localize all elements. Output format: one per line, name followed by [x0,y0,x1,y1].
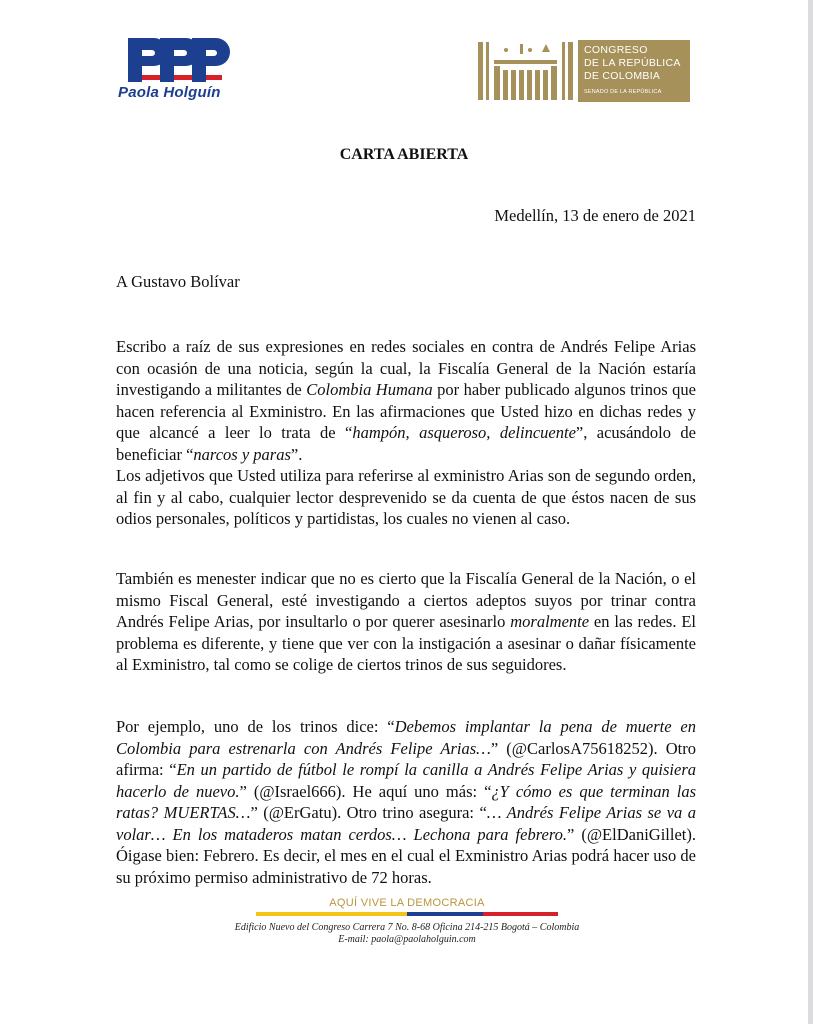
p1-text-g: ”. [290,444,303,464]
logo-name: Paola Holguín [118,84,221,101]
p3-text-c: ” (@CarlosA75618252). Otro afirma: “ [116,738,696,779]
footer-address: Edificio Nuevo del Congreso Carrera 7 No. 8-68 Oficina 214-215 Bogotá – Colombia [234,922,580,933]
p3-text-i: ” (@ElDaniGillet). Óigase bien: Febrero. Es decir, el mes en el cual el Exministro Arias podrá hacer uso de su próximo permiso administrativo de 72 horas. [116,824,696,887]
capitol-emblem-icon [476,40,576,102]
p2-text-c: en las redes. El problema es diferente, y tiene que ver con la instigación a asesinar o dañar físicamente al Exministro, tal como se colige de ciertos trinos de sus seguidores. [116,612,696,674]
paragraph-2 [116,568,696,676]
congreso-logo [476,40,690,102]
paola-holguin-logo [118,36,238,106]
p3-quote-4: … Andrés Felipe Arias se va a volar… En los mataderos matan cerdos… Lechona para febrero. [116,803,696,844]
flag-yellow-stripe [256,912,407,916]
p1-text-h: Los adjetivos que Usted utiliza para referirse al exministro Arias son de segundo orden, al fin y al cabo, cualquier lector desprevenido se da cuenta de que éstos nacen de sus odios personales, políticos y partidistas, los cuales no vienen al caso. [116,466,696,528]
p1-party-name: Colombia Humana [306,380,433,399]
congreso-line-1: CONGRESO [584,44,648,56]
p1-text-e: ”, acusándolo de beneficiar “ [116,423,697,464]
p3-quote-1: Debemos implantar la pena de muerte en Colombia para estrenarla con Andrés Felipe Arias… [116,717,696,758]
senado-label: SENADO DE LA REPÚBLICA [584,89,662,95]
p2-emphasis: moralmente [510,612,590,631]
p1-text-c: por haber publicado algunos trinos que hacen referencia al Exministro. En las afirmaciones que Usted hizo en dichas redes y que alcancé a leer lo trata de “ [116,380,696,442]
congreso-label-box [578,40,690,102]
congreso-line-3: DE COLOMBIA [584,70,661,82]
p3-quote-2: En un partido de fútbol le rompí la canilla a Andrés Felipe Arias y quisiera hacerlo de nuevo. [116,760,696,801]
letter-addressee: A Gustavo Bolívar [116,272,240,291]
paragraph-1 [116,336,696,530]
ph-monogram-icon [126,36,232,86]
p3-text-e: ” (@Israel666). He aquí uno más: “ [239,781,492,801]
p1-text-a: Escribo a raíz de sus expresiones en redes sociales en contra de Andrés Felipe Arias con ocasión de una noticia, según la cual, la Fiscalía General de la Nación estaría investigando a militantes de [116,337,696,399]
page-edge-shadow [808,0,813,1024]
congreso-line-2: DE LA REPÚBLICA [584,57,681,69]
footer-email: E-mail: paola@paolaholguin.com [338,934,476,945]
p1-quote-insults: hampón, asqueroso, delincuente [352,423,576,442]
flag-blue-stripe [407,912,483,916]
paragraph-3 [116,716,696,888]
flag-color-bar [256,912,558,916]
p2-text-a: También es menester indicar que no es cierto que la Fiscalía General de la Nación, o el mismo Fiscal General, esté investigando a ciertos adeptos suyos por trinar contra Andrés Felipe Arias, por insultarlo o por querer asesinarlo [116,569,696,631]
letter-date: Medellín, 13 de enero de 2021 [494,206,696,225]
p3-quote-3: ¿Y cómo es que terminan las ratas? MUERTAS… [116,781,696,822]
p1-quote-narcos: narcos y paras [193,444,291,464]
footer-motto: AQUÍ VIVE LA DEMOCRACIA [329,897,485,909]
letter-title: CARTA ABIERTA [339,146,469,163]
p3-text-a: Por ejemplo, uno de los trinos dice: “ [116,717,395,736]
footer-address-block [160,922,654,946]
p3-text-g: ” (@ErGatu). Otro trino asegura: “ [250,803,487,822]
flag-red-stripe [483,912,558,916]
